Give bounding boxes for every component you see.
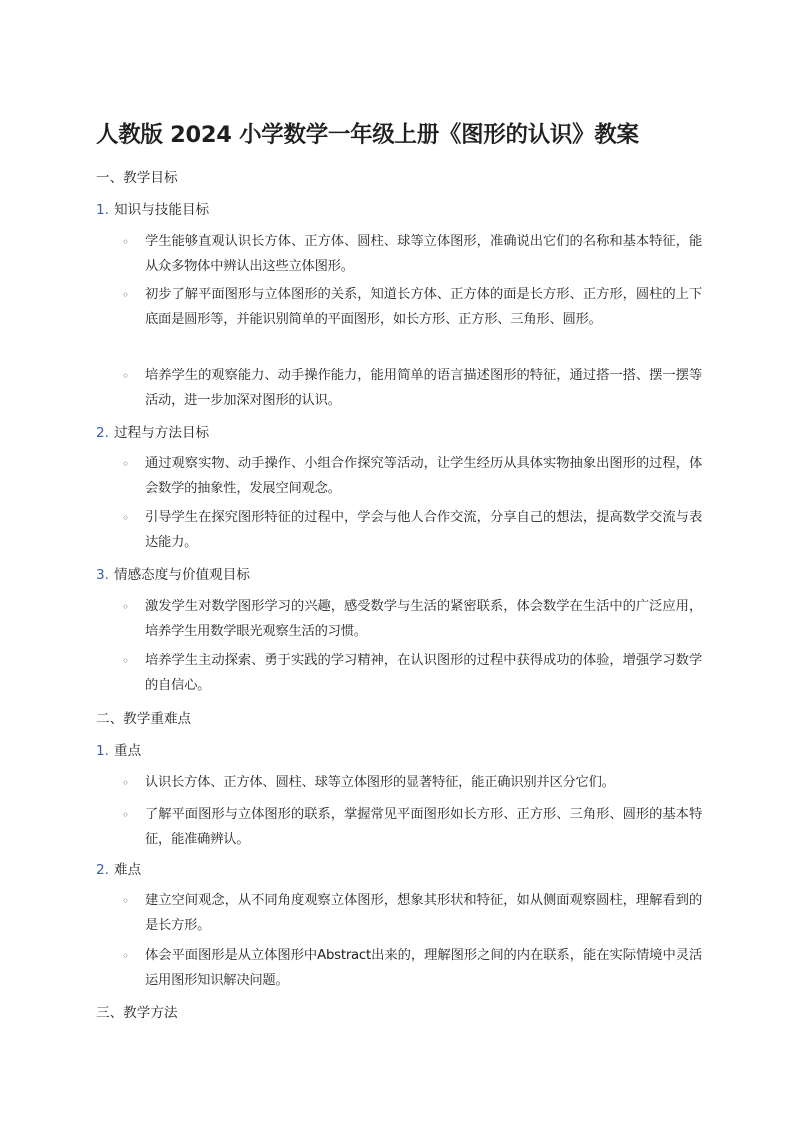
list-item-text: 通过观察实物、动手操作、小组合作探究等活动，让学生经历从具体实物抽象出图形的过程，体会数学的抽象性，发展空间观念。 <box>145 456 702 496</box>
subheading-key-points <box>96 741 141 761</box>
list-item-text: 建立空间观念，从不同角度观察立体图形，想象其形状和特征，如从侧面观察圆柱，理解看到的是长方形。 <box>145 893 702 933</box>
section-heading-key-difficult-points: 二、教学重难点 <box>96 711 192 727</box>
subheading-label: 情感态度与价值观目标 <box>114 567 250 583</box>
bullet-icon: ◦ <box>122 808 130 822</box>
bullet-icon: ◦ <box>122 949 130 963</box>
bullet-icon: ◦ <box>122 654 130 668</box>
bullet-icon: ◦ <box>122 776 130 790</box>
list-item-text: 初步了解平面图形与立体图形的关系，知道长方体、正方体的面是长方形、正方形，圆柱的上下底面是圆形等，并能识别简单的平面图形，如长方形、正方形、三角形、圆形。 <box>145 287 702 327</box>
list-item-text: 引导学生在探究图形特征的过程中，学会与他人合作交流，分享自己的想法，提高数学交流与表达能力。 <box>145 510 702 550</box>
bullet-icon: ◦ <box>122 235 130 249</box>
list-item-text: 培养学生主动探索、勇于实践的学习精神，在认识图形的过程中获得成功的体验，增强学习数学的自信心。 <box>145 653 702 693</box>
subheading-label: 知识与技能目标 <box>114 202 210 218</box>
list-item <box>122 452 702 501</box>
subheading-process-methods <box>96 423 209 443</box>
bullet-icon: ◦ <box>122 511 130 525</box>
section-heading-teaching-goals: 一、教学目标 <box>96 170 178 186</box>
subheading-label: 重点 <box>114 743 142 759</box>
bullet-icon: ◦ <box>122 600 130 614</box>
list-item <box>122 595 702 644</box>
subheading-difficult-points <box>96 860 141 880</box>
list-item-text: 体会平面图形是从立体图形中Abstract出来的，理解图形之间的内在联系，能在实际情境中灵活运用图形知识解决问题。 <box>145 948 702 988</box>
list-item <box>122 889 702 938</box>
subheading-label: 难点 <box>114 862 142 878</box>
list-item <box>122 230 702 279</box>
list-item-text: 学生能够直观认识长方体、正方体、圆柱、球等立体图形，准确说出它们的名称和基本特征，能从众多物体中辨认出这些立体图形。 <box>145 234 702 274</box>
list-number: 1. <box>96 202 109 218</box>
subheading-knowledge-skills <box>96 200 209 220</box>
list-item <box>122 803 702 852</box>
list-number: 2. <box>96 862 109 878</box>
section-heading-teaching-methods: 三、教学方法 <box>96 1005 178 1021</box>
list-number: 1. <box>96 743 109 759</box>
list-item-text: 了解平面图形与立体图形的联系，掌握常见平面图形如长方形、正方形、三角形、圆形的基本特征，能准确辨认。 <box>145 807 702 847</box>
bullet-icon: ◦ <box>122 894 130 908</box>
list-item-text: 激发学生对数学图形学习的兴趣，感受数学与生活的紧密联系，体会数学在生活中的广泛应用，培养学生用数学眼光观察生活的习惯。 <box>145 599 702 639</box>
list-item <box>122 944 702 993</box>
bullet-icon: ◦ <box>122 369 130 383</box>
list-number: 3. <box>96 567 109 583</box>
list-item <box>122 364 702 413</box>
list-item <box>122 283 702 332</box>
list-item <box>122 506 702 555</box>
subheading-attitude-values <box>96 565 250 585</box>
list-item-text: 认识长方体、正方体、圆柱、球等立体图形的显著特征，能正确识别并区分它们。 <box>145 775 615 790</box>
list-item <box>122 771 702 796</box>
subheading-label: 过程与方法目标 <box>114 425 210 441</box>
list-item-text: 培养学生的观察能力、动手操作能力，能用简单的语言描述图形的特征，通过搭一搭、摆一摆等活动，进一步加深对图形的认识。 <box>145 368 702 408</box>
list-item <box>122 649 702 698</box>
document-title: 人教版 2024 小学数学一年级上册《图形的认识》教案 <box>96 122 639 148</box>
bullet-icon: ◦ <box>122 457 130 471</box>
bullet-icon: ◦ <box>122 288 130 302</box>
list-number: 2. <box>96 425 109 441</box>
